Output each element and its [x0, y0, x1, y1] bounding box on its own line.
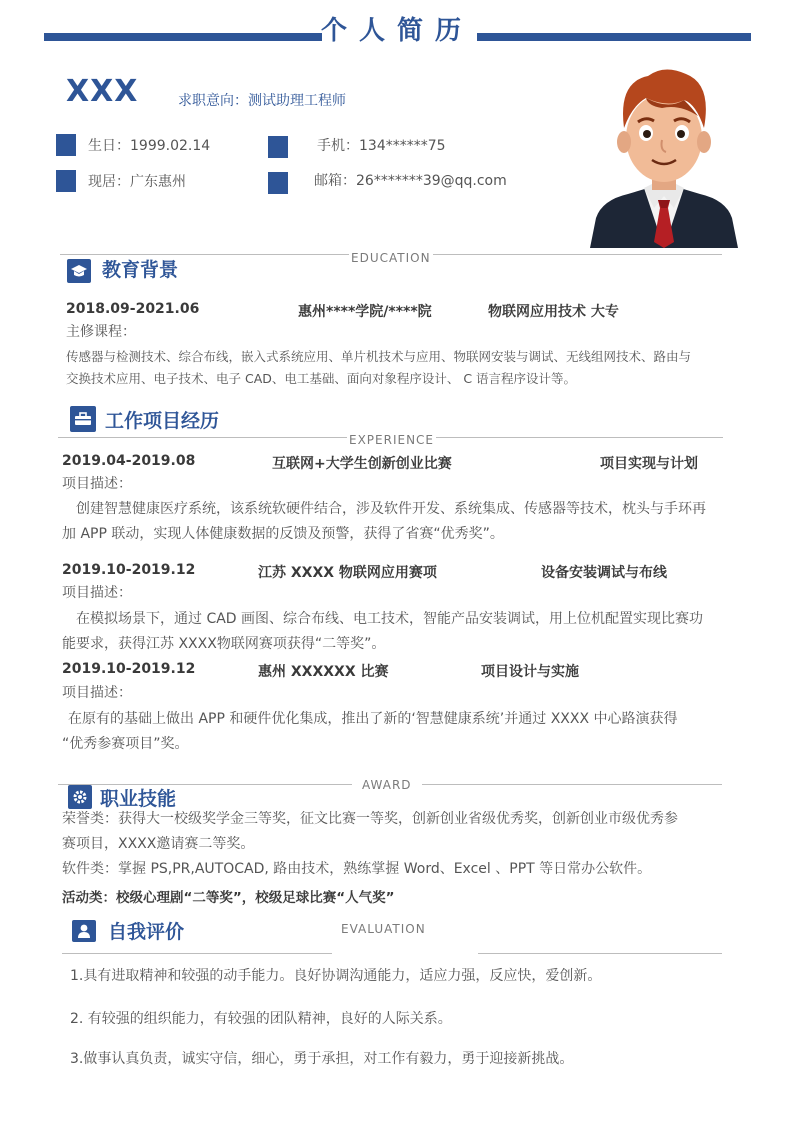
job-intent: 求职意向：测试助理工程师	[178, 93, 346, 109]
project-2-desc-line-1: 在模拟场景下，通过 CAD 画图、综合布线、电工技术，智能产品安装调试，用上位机配置实现比赛功	[76, 611, 704, 627]
email-marker	[268, 172, 288, 194]
candidate-name: XXX	[66, 74, 139, 109]
education-eng-title: EDUCATION	[351, 251, 431, 265]
evaluation-item-3: 3.做事认真负责，诚实守信，细心，勇于承担，对工作有毅力，勇于迎接新挑战。	[70, 1051, 574, 1067]
email-info: 邮箱：26*******39@qq.com	[314, 173, 507, 189]
project-1-desc-label: 项目描述：	[62, 476, 132, 492]
education-period: 2018.09-2021.06	[66, 301, 200, 317]
project-2-desc-line-2: 能要求，获得江苏 XXXX物联网赛项获得“二等奖”。	[62, 636, 386, 652]
evaluation-title: 自我评价	[108, 921, 185, 943]
project-3-name: 惠州 XXXXXX 比赛	[258, 664, 389, 680]
birth-info: 生日：1999.02.14	[88, 138, 211, 154]
project-1-period: 2019.04-2019.08	[62, 453, 196, 469]
courses-line-2: 交换技术应用、电子技术、电子 CAD、电工基础、面向对象程序设计、 C 语言程序设计等。	[66, 371, 577, 386]
activity-awards: 活动类：校级心理剧“二等奖”，校级足球比赛“人气奖”	[62, 890, 395, 906]
briefcase-icon	[70, 406, 96, 432]
software-skills: 软件类：掌握 PS,PR,AUTOCAD, 路由技术，熟练掌握 Word、Excel 、PPT 等日常办公软件。	[62, 861, 652, 877]
evaluation-eng-title: EVALUATION	[341, 922, 426, 936]
residence-marker	[56, 170, 76, 192]
residence-info: 现居：广东惠州	[88, 174, 186, 190]
project-2-period: 2019.10-2019.12	[62, 562, 196, 578]
project-2-desc-label: 项目描述：	[62, 585, 132, 601]
project-2-role: 设备安装调试与布线	[541, 565, 667, 581]
evaluation-item-1: 1.具有进取精神和较强的动手能力。良好协调沟通能力，适应力强，反应快，爱创新。	[70, 968, 602, 984]
honor-line-2: 赛项目，XXXX邀请赛二等奖。	[62, 836, 255, 852]
project-3-desc-line-2: “优秀参赛项目”奖。	[62, 736, 189, 752]
education-major: 物联网应用技术 大专	[488, 304, 619, 320]
birth-marker	[56, 134, 76, 156]
project-3-desc-line-1: 在原有的基础上做出 APP 和硬件优化集成，推出了新的‘智慧健康系统’并通过 XXXX 中心路演获得	[68, 711, 678, 727]
graduation-cap-icon	[67, 259, 91, 283]
phone-info: 手机：134******75	[317, 138, 446, 154]
skills-title: 职业技能	[100, 788, 177, 810]
avatar	[588, 58, 740, 248]
person-icon	[72, 920, 96, 942]
experience-title: 工作项目经历	[105, 410, 220, 432]
project-1-desc-line-1: 创建智慧健康医疗系统，该系统软硬件结合，涉及软件开发、系统集成、传感器等技术，枕头与手环再	[76, 501, 706, 517]
courses-label: 主修课程：	[66, 324, 136, 340]
education-school: 惠州****学院/****院	[298, 304, 432, 320]
project-1-desc-line-2: 加 APP 联动，实现人体健康数据的反馈及预警，获得了省赛“优秀奖”。	[62, 526, 504, 542]
project-3-desc-label: 项目描述：	[62, 685, 132, 701]
education-title: 教育背景	[102, 259, 179, 281]
evaluation-item-2: 2. 有较强的组织能力，有较强的团队精神，良好的人际关系。	[70, 1011, 452, 1027]
evaluation-divider-left	[62, 953, 332, 954]
honor-line-1: 荣誉类：获得大一校级奖学金三等奖，征文比赛一等奖，创新创业省级优秀奖，创新创业市级优秀参	[62, 811, 678, 827]
project-2-name: 江苏 XXXX 物联网应用赛项	[258, 565, 437, 581]
evaluation-divider-right	[478, 953, 722, 954]
page-title: 个人简历	[320, 16, 473, 46]
project-1-name: 互联网+大学生创新创业比赛	[272, 456, 452, 472]
project-3-period: 2019.10-2019.12	[62, 661, 196, 677]
gear-icon	[68, 785, 92, 809]
project-1-role: 项目实现与计划	[600, 456, 698, 472]
experience-eng-title: EXPERIENCE	[349, 433, 435, 447]
skills-eng-title: AWARD	[352, 778, 422, 792]
project-3-role: 项目设计与实施	[481, 664, 579, 680]
courses-line-1: 传感器与检测技术、综合布线，嵌入式系统应用、单片机技术与应用、物联网安装与调试、无线组网技术、路由与	[66, 349, 692, 364]
phone-marker	[268, 136, 288, 158]
